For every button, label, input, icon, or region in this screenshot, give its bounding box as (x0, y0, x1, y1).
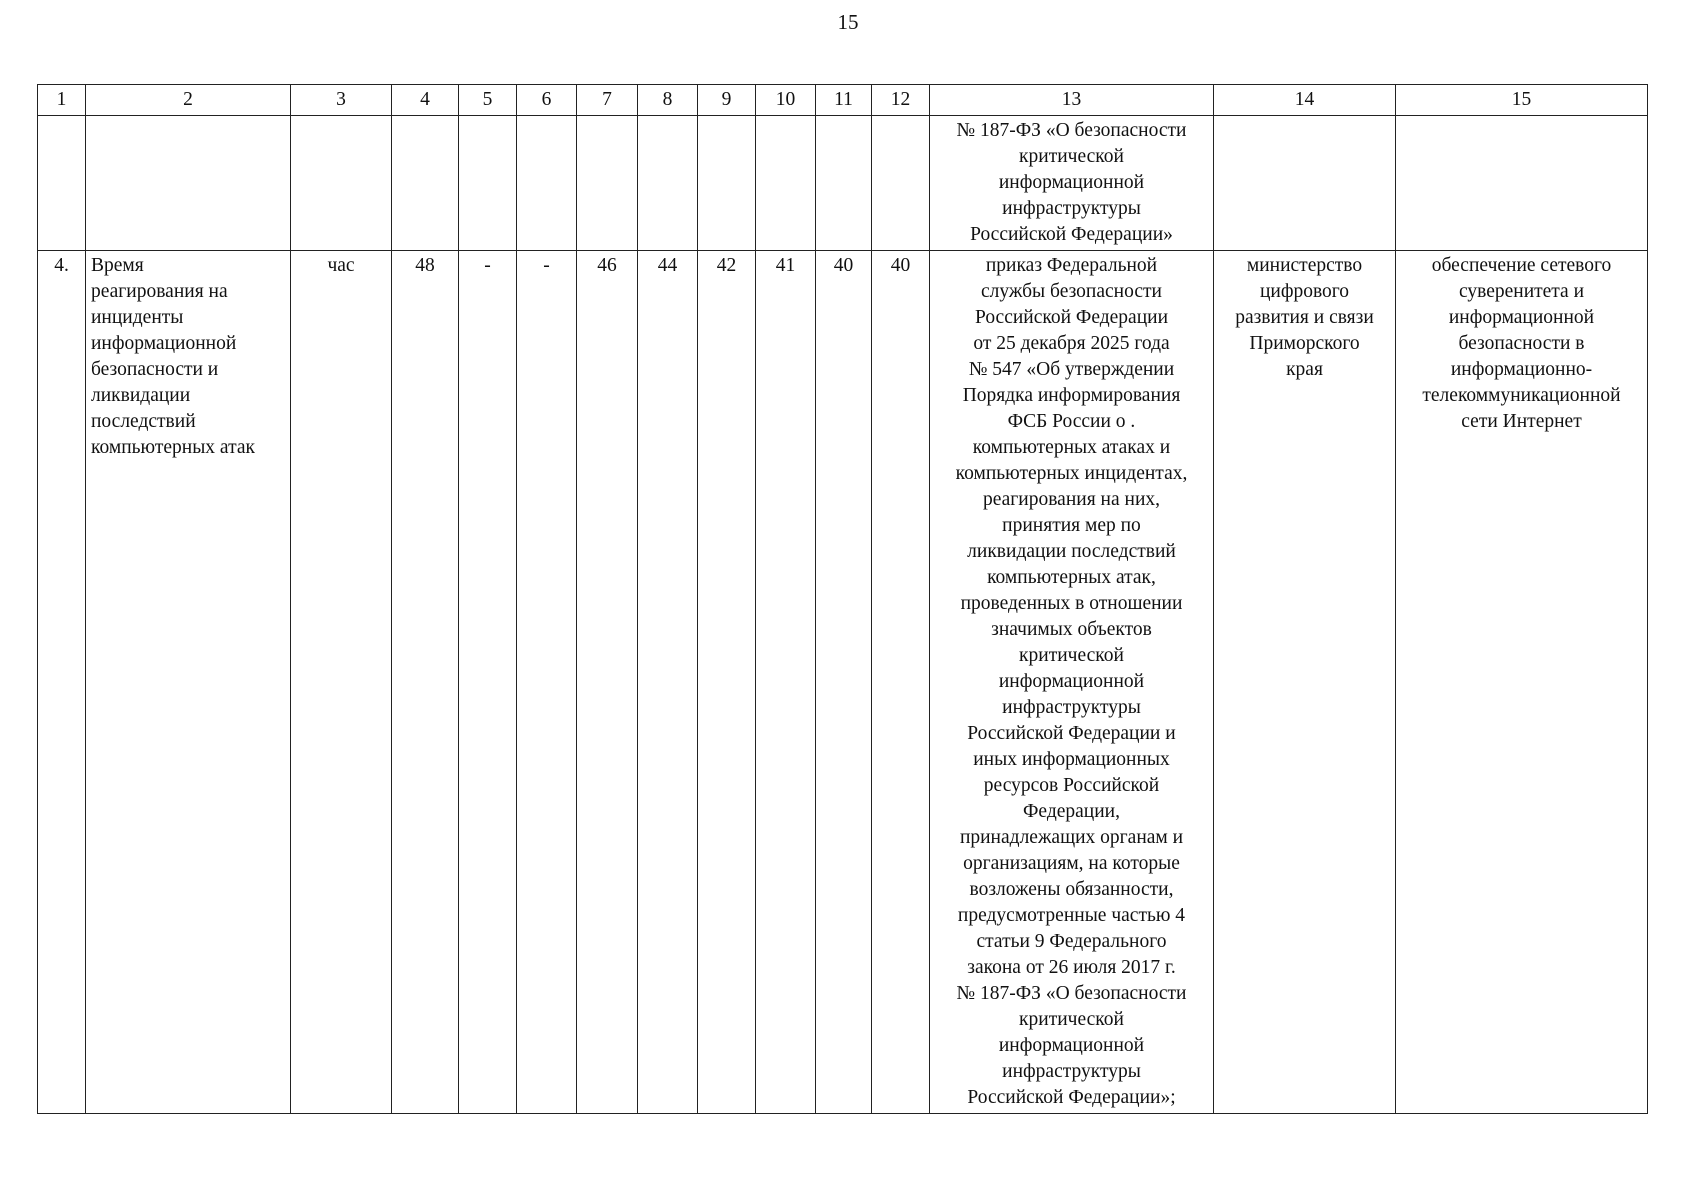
column-header-4: 4 (392, 85, 459, 116)
responsible-body: министерство цифрового развития и связи Приморского края (1214, 251, 1396, 1114)
empty-cell (872, 116, 930, 251)
column-header-13: 13 (930, 85, 1214, 116)
value-col-11: 40 (816, 251, 872, 1114)
strategic-goal: обеспечение сетевого суверенитета и информационной безопасности в информационно- телекоммуникационной сети Интернет (1396, 251, 1648, 1114)
empty-cell (698, 116, 756, 251)
page-number: 15 (837, 10, 859, 34)
value-col-7: 46 (577, 251, 638, 1114)
empty-cell (291, 116, 392, 251)
column-header-7: 7 (577, 85, 638, 116)
column-header-3: 3 (291, 85, 392, 116)
empty-cell (392, 116, 459, 251)
row-number: 4. (38, 251, 86, 1114)
empty-cell (1396, 116, 1648, 251)
value-col-8: 44 (638, 251, 698, 1114)
continuation-row (38, 116, 1648, 251)
indicators-table (37, 84, 1648, 1114)
column-header-6: 6 (517, 85, 577, 116)
value-col-9: 42 (698, 251, 756, 1114)
empty-cell (577, 116, 638, 251)
empty-cell (756, 116, 816, 251)
column-header-2: 2 (86, 85, 291, 116)
empty-cell (459, 116, 517, 251)
column-header-14: 14 (1214, 85, 1396, 116)
empty-cell (517, 116, 577, 251)
empty-cell (638, 116, 698, 251)
column-header-1: 1 (38, 85, 86, 116)
unit-of-measure: час (291, 251, 392, 1114)
value-col-6: - (517, 251, 577, 1114)
empty-cell (86, 116, 291, 251)
value-col-12: 40 (872, 251, 930, 1114)
legal-basis-document: приказ Федеральной службы безопасности Российской Федерации от 25 декабря 2025 года № 547 «Об утверждении Порядка информирования ФСБ России о . компьютерных атаках и компьютерных инцидентах, реагирования на них, принятия мер по ликвидации последствий компьютерных атак, проведенных в отношении значимых объектов критической информационной инфраструктуры Российской Федерации и иных информационных ресурсов Российской Федерации, принадлежащих органам и организациям, на которые возложены обязанности, предусмотренные частью 4 статьи 9 Федерального закона от 26 июля 2017 г. № 187-ФЗ «О безопасности критической информационной инфраструктуры Российской Федерации»; (930, 251, 1214, 1114)
column-number-row (38, 85, 1648, 116)
column-header-9: 9 (698, 85, 756, 116)
empty-cell (816, 116, 872, 251)
column-header-12: 12 (872, 85, 930, 116)
empty-cell (38, 116, 86, 251)
value-col-10: 41 (756, 251, 816, 1114)
table-row-4 (38, 251, 1648, 1114)
column-header-5: 5 (459, 85, 517, 116)
column-header-15: 15 (1396, 85, 1648, 116)
empty-cell (1214, 116, 1396, 251)
column-header-8: 8 (638, 85, 698, 116)
indicator-name: Время реагирования на инциденты информационной безопасности и ликвидации последствий компьютерных атак (86, 251, 291, 1114)
base-value: 48 (392, 251, 459, 1114)
column-header-10: 10 (756, 85, 816, 116)
column-header-11: 11 (816, 85, 872, 116)
continuation-legal-basis: № 187-ФЗ «О безопасности критической информационной инфраструктуры Российской Федерации» (930, 116, 1214, 251)
value-col-5: - (459, 251, 517, 1114)
